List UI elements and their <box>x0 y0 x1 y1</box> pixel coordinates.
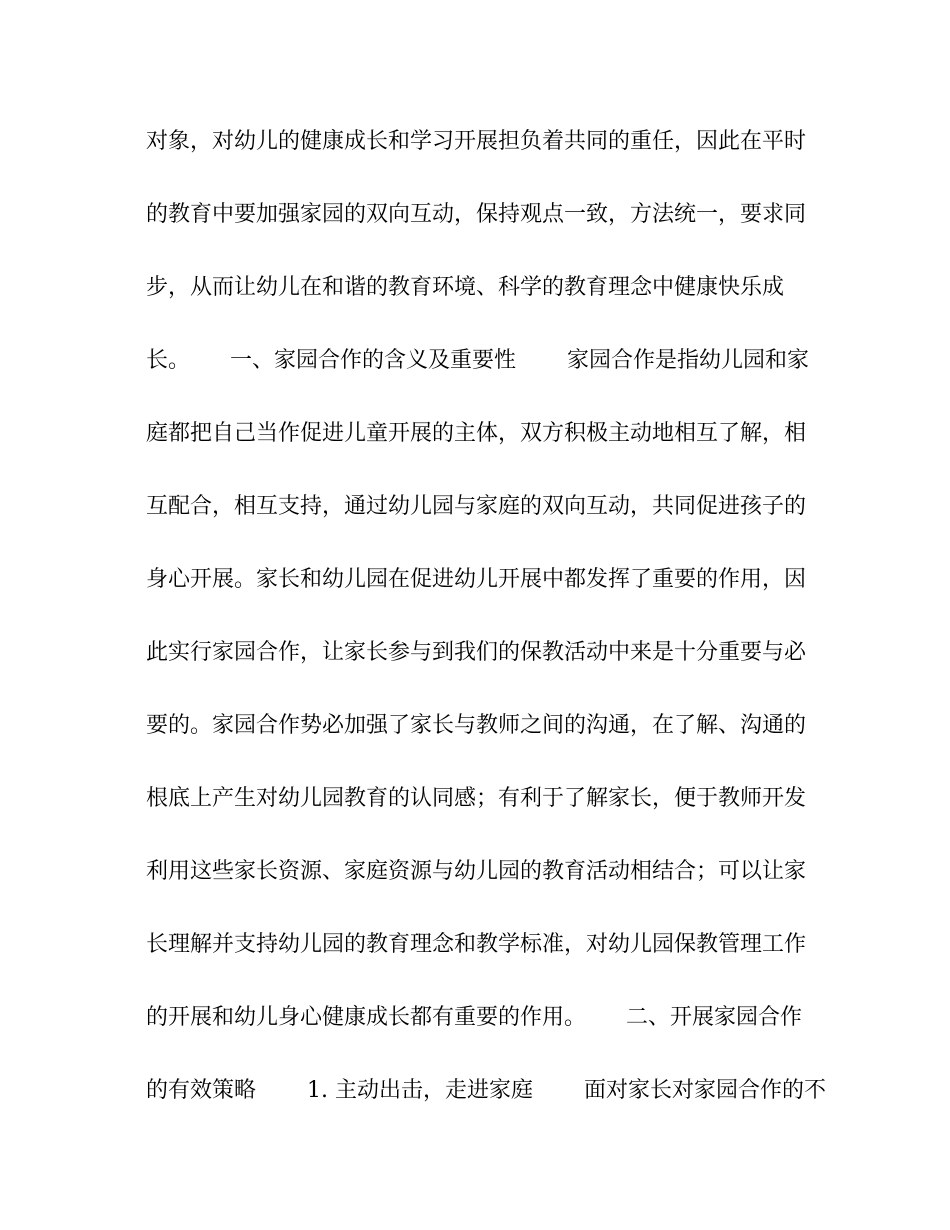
text-line: 身心开展。家长和幼儿园在促进幼儿开展中都发挥了重要的作用，因 <box>146 567 807 592</box>
body-text <box>146 112 826 1134</box>
text-line: 根底上产生对幼儿园教育的认同感；有利于了解家长，便于教师开发 <box>146 786 807 811</box>
text-line: 互配合，相互支持，通过幼儿园与家庭的双向互动，共同促进孩子的 <box>146 494 807 519</box>
text-line: 要的。家园合作势必加强了家长与教师之间的沟通，在了解、沟通的 <box>146 713 807 738</box>
text-line: 长。 一、家园合作的含义及重要性 家园合作是指幼儿园和家 <box>146 348 809 373</box>
text-line: 的开展和幼儿身心健康成长都有重要的作用。 二、开展家园合作 <box>146 1005 802 1030</box>
text-line: 利用这些家长资源、家庭资源与幼儿园的教育活动相结合；可以让家 <box>146 859 807 884</box>
text-line: 步，从而让幼儿在和谐的教育环境、科学的教育理念中健康快乐成 <box>146 275 785 300</box>
text-line: 庭都把自己当作促进儿童开展的主体，双方积极主动地相互了解，相 <box>146 421 807 446</box>
text-line: 的教育中要加强家园的双向互动，保持观点一致，方法统一，要求同 <box>146 202 807 227</box>
text-line: 的有效策略 1. 主动出击，走进家庭 面对家长对家园合作的不 <box>146 1078 826 1103</box>
text-line: 对象，对幼儿的健康成长和学习开展担负着共同的重任，因此在平时 <box>146 129 807 154</box>
text-line: 长理解并支持幼儿园的教育理念和教学标准，对幼儿园保教管理工作 <box>146 932 807 957</box>
text-line: 此实行家园合作，让家长参与到我们的保教活动中来是十分重要与必 <box>146 640 807 665</box>
